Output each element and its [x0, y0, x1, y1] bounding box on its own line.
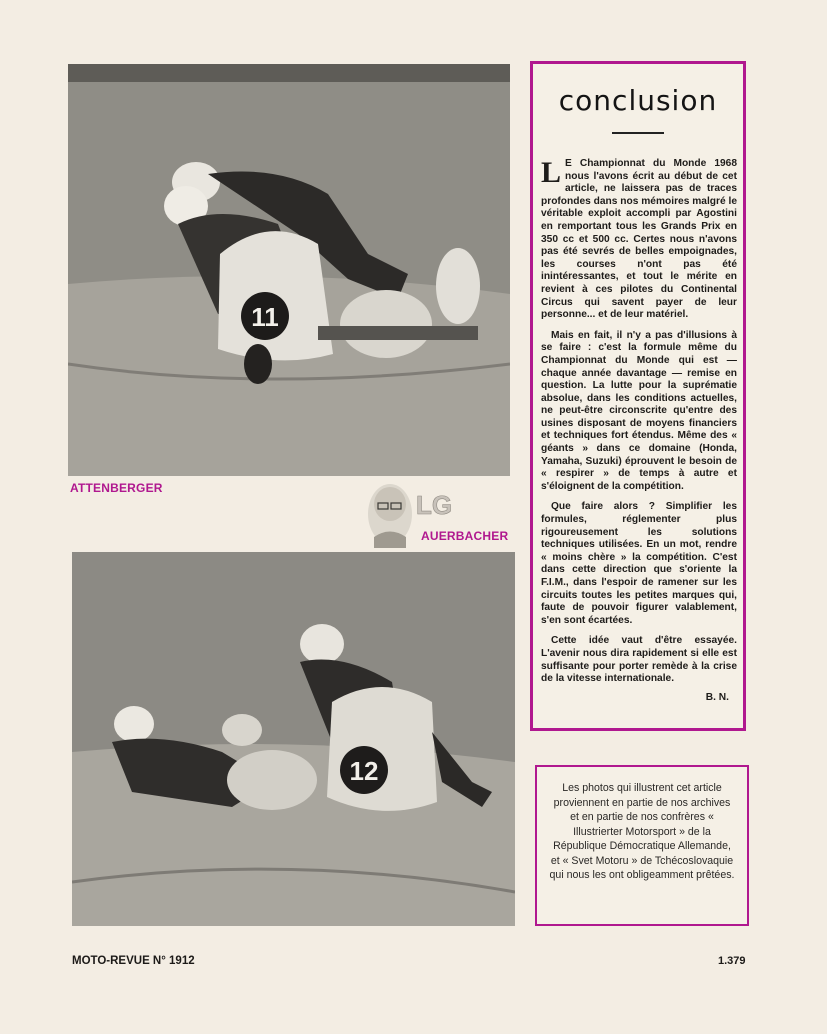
race-number-12: 12: [349, 756, 379, 786]
caption-auerbacher: AUERBACHER: [421, 529, 509, 543]
photo-credits-text: Les photos qui illustrent cet article proviennent en partie de nos archives et en partie de nos confrères « Illustrierter Motorsport » de la République Démocratique Allemande, et « Svet Motoru » de Tchécoslovaquie qui nous les ont obligeamment prêtées.: [549, 782, 735, 881]
article-paragraph-2: Mais en fait, il n'y a pas d'illusions à se faire : c'est la formule même du Championnat du Monde qui est — chaque année davantage — remise en question. La lutte pour la suprématie absolue, dans les conditions actuelles, ne peut-être circonscrite qu'entre des usines disposant de moyens financiers et techniques fort étendus. Même des « géants » dans ce domaine (Honda, Yamaha, Suzuki) éprouvent le besoin de « respirer » de temps à autre et s'éloignent de la compétition.: [541, 329, 737, 492]
photo-credits-box: [535, 765, 749, 926]
photo-sidecar-auerbacher: [72, 552, 515, 926]
article-body: [541, 158, 737, 704]
page-number: 1.379: [718, 955, 746, 967]
magazine-issue: MOTO-REVUE N° 1912: [72, 955, 195, 967]
conclusion-box: [530, 61, 746, 731]
article-paragraph-1-text: E Championnat du Monde 1968 nous l'avons écrit au début de cet article, ne laissera pas de traces profondes dans nos mémoires malgré le véritable exploit accompli par Agostini en remportant tous les Grands Prix en 350 cc et 500 cc. Certes nous n'avons pas été sevrés de belles empoignades, les courses n'ont pas été inintéressantes, et tout le mérite en revient à ces pilotes du Continental Circus qui savent payer de leur personne... et de leur matériel.: [541, 158, 737, 321]
title-rule: [612, 132, 664, 134]
author-signature: B. N.: [705, 691, 729, 703]
caption-attenberger: ATTENBERGER: [70, 481, 163, 495]
article-paragraph-4: Cette idée vaut d'être essayée. L'avenir nous dira rapidement si elle est suffisante pour porter remède à la crise de la vitesse internationale.: [541, 635, 737, 685]
article-paragraph-1: [541, 158, 737, 322]
watermark-logo: LG: [415, 490, 453, 520]
article-paragraph-3: Que faire alors ? Simplifier les formules, réglementer plus rigoureusement les solutions techniques utilisées. En un mot, rendre « moins chère » la compétition. C'est dans cette direction que s'oriente la F.I.M., dans l'espoir de ramener sur les circuits toutes les petites marques qui, faute de pouvoir figurer valablement, s'en sont écartées.: [541, 501, 737, 626]
conclusion-title: conclusion: [558, 84, 718, 117]
drop-cap: L: [541, 156, 562, 189]
photo-sidecar-attenberger: [68, 64, 510, 476]
race-number-11: 11: [251, 302, 279, 332]
